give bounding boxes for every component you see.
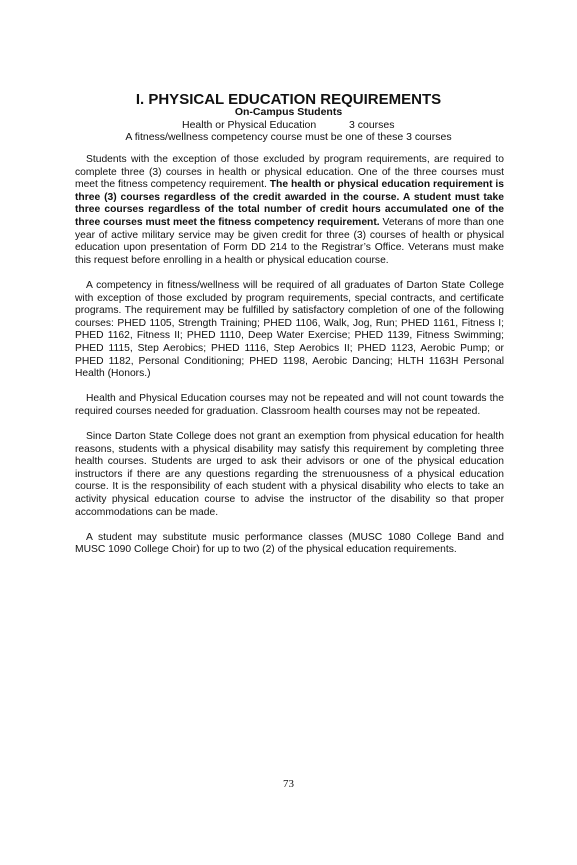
section-subtitle: On-Campus Students bbox=[234, 106, 343, 118]
paragraph-exceptions-intro: Students with the exception of those excluded by program requirements, are required to complete three (3) courses in health or physical education. One of the three courses must meet the fitness competency requirement. bbox=[75, 154, 504, 191]
paragraph-exceptions-veterans: Veterans of more than one year of active military service may be given credit for three (3) courses of health or physical education upon presentation of Form DD 214 to the Registrar’s Office. Veterans must make this request before enrolling in a health or physical education course. bbox=[75, 216, 504, 266]
section-title: I. PHYSICAL EDUCATION REQUIREMENTS bbox=[135, 91, 442, 108]
paragraph-disability: Since Darton State College does not grant an exemption from physical education for health reasons, students with a physical disability may satisfy this requirement by completing three health courses. Students are urged to ask their advisors or one of the physical education instructors if there are any questions regarding the strenuousness of a physical education course. It is the responsibility of each student with a physical disability who elects to take an activity physical education course to advise the instructor of the disability so that proper accommodations can be made. bbox=[75, 431, 504, 518]
page-number: 73 bbox=[283, 778, 294, 790]
body-text bbox=[75, 154, 504, 570]
paragraph-fitness-competency: A competency in fitness/wellness will be required of all graduates of Darton State College with exception of those excluded by program requirements, special contracts, and certificate programs. The requirement may be fulfilled by satisfactory completion of one of the following courses: PHED 1105, Strength Training; PHED 1106, Walk, Jog, Run; PHED 1161, Fitness I; PHED 1162, Fitness II; PHED 1110, Deep Water Exercise; PHED 1139, Fitness Swimming; PHED 1115, Step Aerobics; PHED 1116, Step Aerobics II; PHED 1123, Aerobic Pump; or PHED 1182, Personal Conditioning; PHED 1198, Aerobic Dancing; HLTH 1163H Personal Health (Honors.) bbox=[75, 279, 504, 380]
requirement-label: Health or Physical Education bbox=[182, 119, 317, 131]
paragraph-music-substitute: A student may substitute music performance classes (MUSC 1080 College Band and MUSC 1090 College Choir) for up to two (2) of the physical education requirements. bbox=[75, 531, 504, 556]
requirement-note: A fitness/wellness competency course must be one of these 3 courses bbox=[125, 131, 452, 143]
paragraph-exceptions bbox=[75, 154, 504, 267]
requirement-value: 3 courses bbox=[349, 119, 395, 131]
paragraph-exceptions-emphasis: The health or physical education requirement is three (3) courses regardless of the credit awarded in the course. A student must take three courses regardless of the total number of credit hours accumulated one of the three courses must meet the fitness competency requirement. bbox=[75, 179, 504, 228]
paragraph-no-repeat: Health and Physical Education courses may not be repeated and will not count towards the required courses needed for graduation. Classroom health courses may not be repeated. bbox=[75, 393, 504, 417]
